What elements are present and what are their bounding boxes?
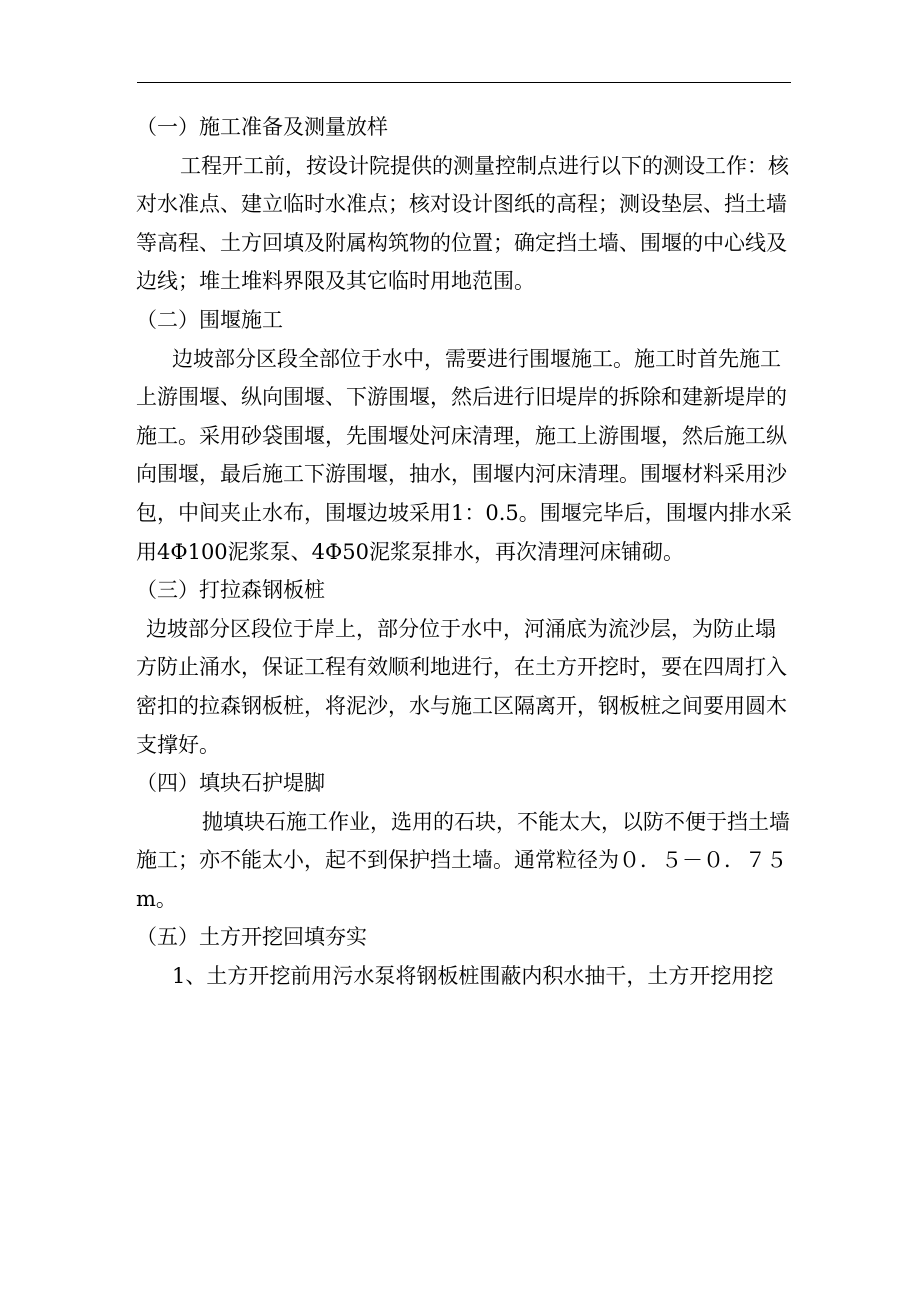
section-2-heading: （二）围堰施工 <box>136 307 283 332</box>
section-5-paragraph: 1、土方开挖前用污水泵将钢板桩围蔽内积水抽干，土方开挖用挖 <box>172 964 774 989</box>
section-3-heading: （三）打拉森钢板桩 <box>136 578 325 603</box>
section-2-paragraph: 边坡部分区段全部位于水中，需要进行围堰施工。施工时首先施工上游围堰、纵向围堰、下游围堰，然后进行旧堤岸的拆除和建新堤岸的施工。采用砂袋围堰，先围堰处河床清理，施工上游围堰，然后施工纵向围堰，最后施工下游围堰，抽水，围堰内河床清理。围堰材料采用沙包，中间夹止水布，围堰边坡采用1：0.5。围堰完毕后，围堰内排水采用4Φ100泥浆泵、4Φ50泥浆泵排水，再次清理河床铺砌。 <box>136 346 792 564</box>
section-5-heading: （五）土方开挖回填夯实 <box>136 925 367 950</box>
section-1-paragraph: 工程开工前，按设计院提供的测量控制点进行以下的测设工作：核对水准点、建立临时水准点；核对设计图纸的高程；测设垫层、挡土墙等高程、土方回填及附属构筑物的位置；确定挡土墙、围堰的中心线及边线；堆土堆料界限及其它临时用地范围。 <box>136 153 789 294</box>
section-4-heading: （四）填块石护堤脚 <box>136 771 325 796</box>
section-1-heading: （一）施工准备及测量放样 <box>136 115 388 139</box>
section-3-paragraph: 边坡部分区段位于岸上，部分位于水中，河涌底为流沙层，为防止塌方防止涌水，保证工程有效顺利地进行，在土方开挖时，要在四周打入密扣的拉森钢板桩，将泥沙，水与施工区隔离开，钢板桩之间要用圆木支撑好。 <box>136 616 787 757</box>
header-rule <box>137 82 791 83</box>
document-body <box>136 108 794 996</box>
section-4-paragraph: 抛填块石施工作业，选用的石块，不能太大，以防不便于挡土墙施工；亦不能太小，起不到保护挡土墙。通常粒径为０．５－０．７５m。 <box>136 809 790 911</box>
